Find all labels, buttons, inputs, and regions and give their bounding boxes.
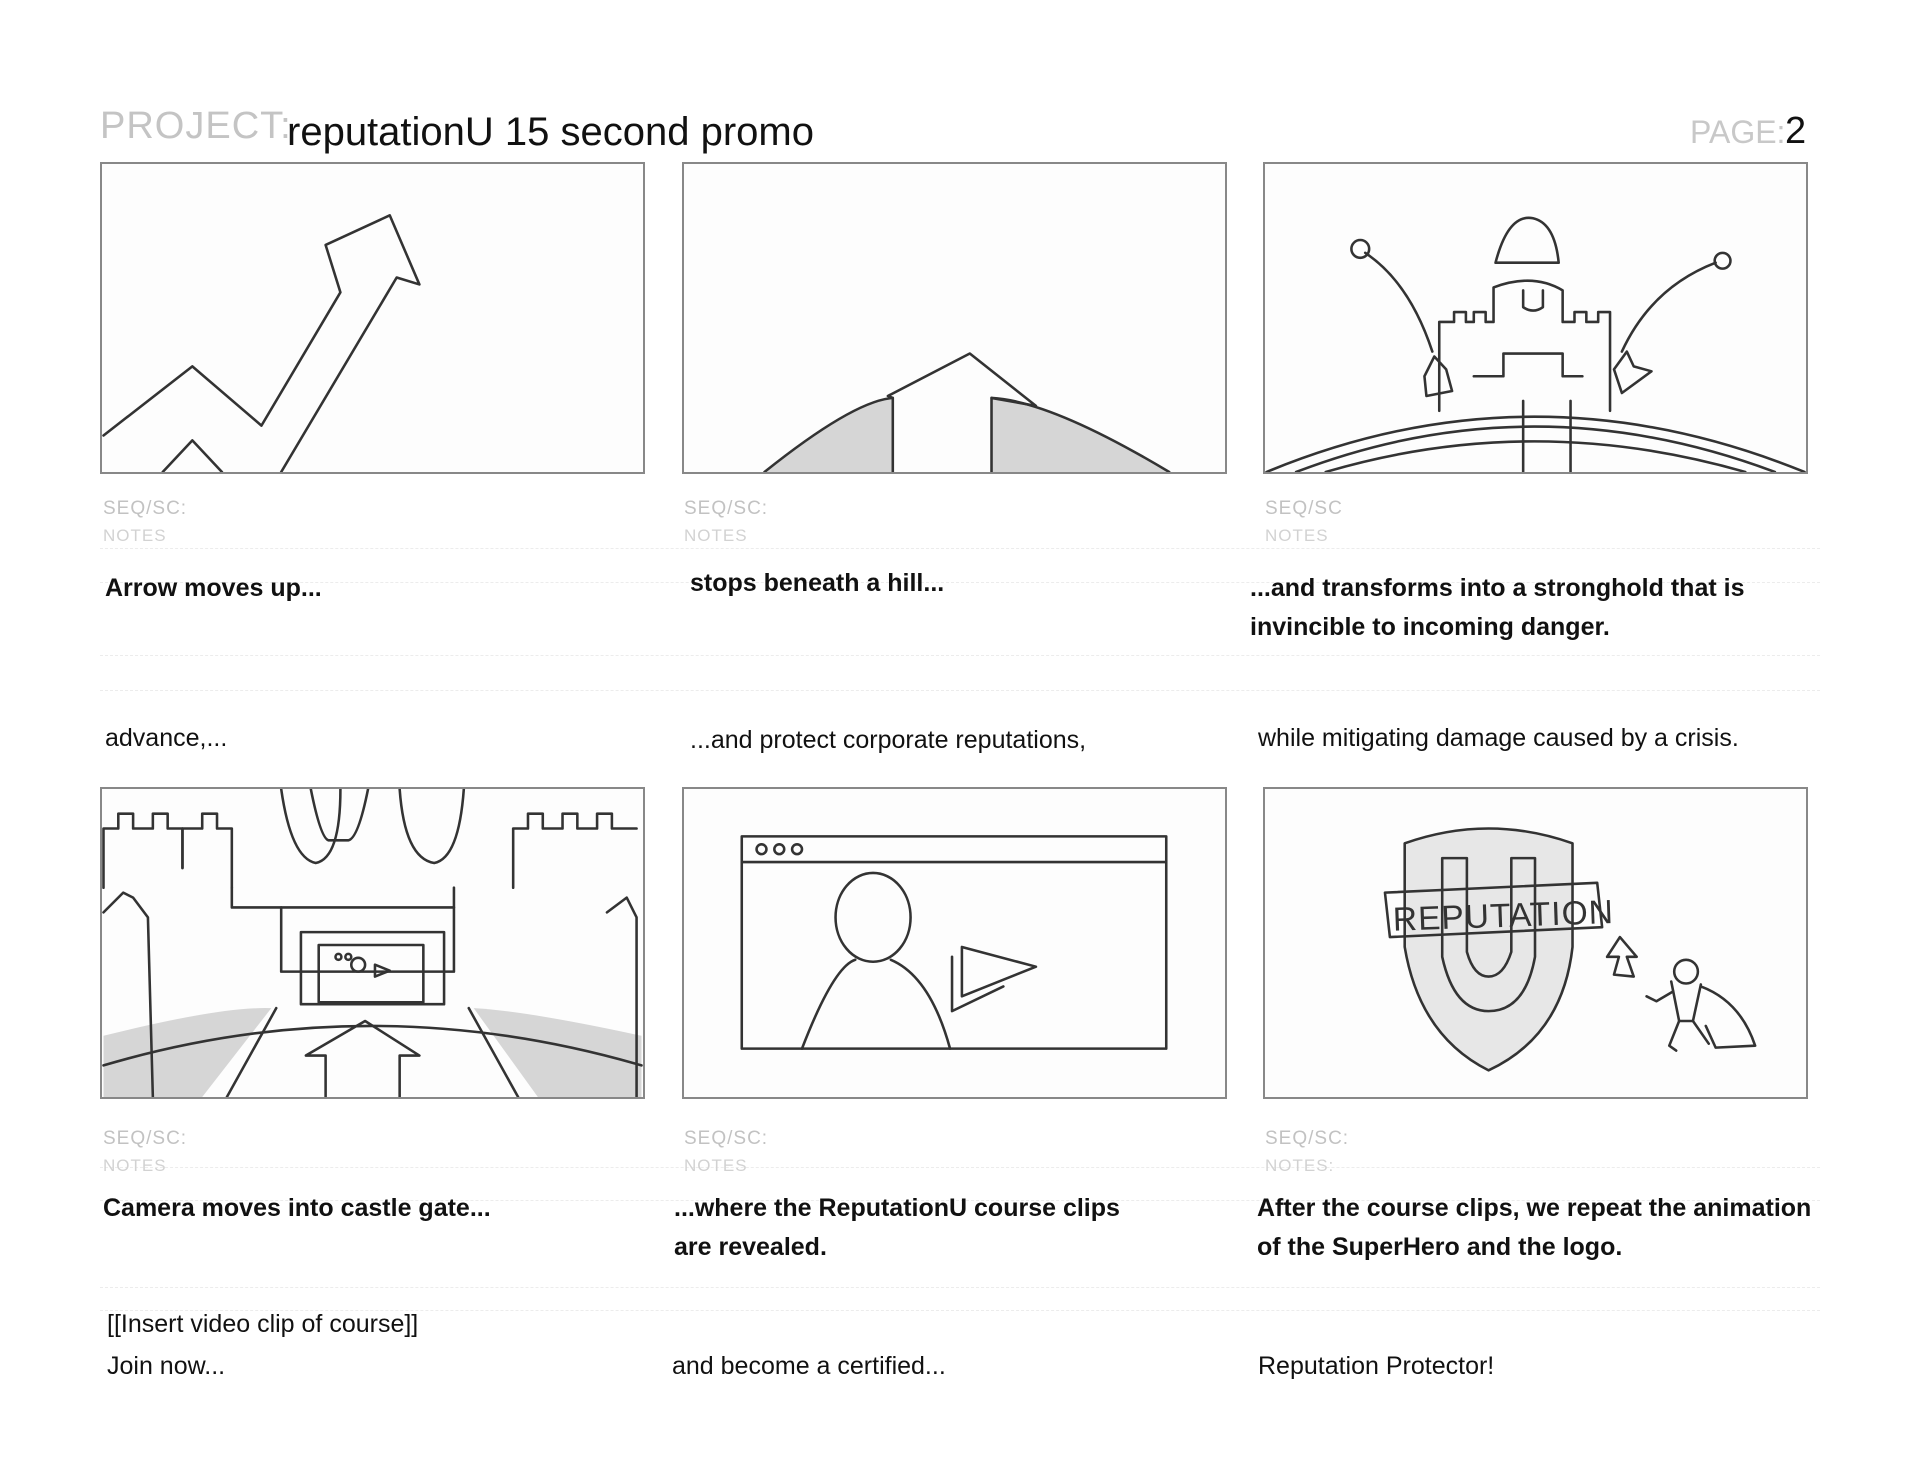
- action-caption-6-line2: of the SuperHero and the logo.: [1257, 1233, 1623, 1261]
- seq-label-4: SEQ/SC:: [103, 1128, 188, 1149]
- notes-label-1: NOTES: [103, 526, 167, 545]
- action-caption-1: Arrow moves up...: [105, 574, 322, 602]
- voiceover-caption-2: ...and protect corporate reputations,: [690, 726, 1087, 754]
- notes-label-2: NOTES: [684, 526, 748, 545]
- logo-banner-text: REPUTATION: [1392, 894, 1615, 939]
- action-caption-3-line1: ...and transforms into a stronghold that is: [1250, 574, 1745, 602]
- seq-label-5: SEQ/SC:: [684, 1128, 769, 1149]
- voiceover-caption-4-line2: Join now...: [107, 1352, 226, 1380]
- voiceover-caption-3: while mitigating damage caused by a crisis.: [1258, 724, 1739, 752]
- storyboard-panel-6: [1263, 787, 1808, 1099]
- action-caption-4: Camera moves into castle gate...: [103, 1194, 491, 1222]
- seq-label-3: SEQ/SC: [1265, 498, 1343, 519]
- storyboard-panel-1: [100, 162, 645, 474]
- action-caption-5-line2: are revealed.: [674, 1233, 827, 1261]
- storyboard-panel-3: [1263, 162, 1808, 474]
- seq-label-6: SEQ/SC:: [1265, 1128, 1350, 1149]
- voiceover-caption-5: and become a certified...: [672, 1352, 946, 1380]
- notes-label-4: NOTES: [103, 1156, 167, 1175]
- video-player-sketch: [684, 789, 1225, 1097]
- notes-label-6: NOTES:: [1265, 1156, 1335, 1175]
- seq-label-1: SEQ/SC:: [103, 498, 188, 519]
- castle-gate-sketch: [102, 789, 643, 1097]
- storyboard-panel-2: [682, 162, 1227, 474]
- seq-label-2: SEQ/SC:: [684, 498, 769, 519]
- action-caption-2: stops beneath a hill...: [690, 569, 945, 597]
- rising-arrow-sketch: [102, 164, 643, 472]
- storyboard-panel-4: [100, 787, 645, 1099]
- notes-label-5: NOTES: [684, 1156, 748, 1175]
- arrow-under-hill-sketch: [684, 164, 1225, 472]
- notes-label-3: NOTES: [1265, 526, 1329, 545]
- storyboard-panel-5: [682, 787, 1227, 1099]
- logo-superhero-sketch: [1265, 789, 1806, 1097]
- action-caption-6-line1: After the course clips, we repeat the animation: [1257, 1194, 1812, 1222]
- stronghold-sketch: [1265, 164, 1806, 472]
- project-label: PROJECT:: [100, 105, 292, 147]
- page-number: 2: [1785, 110, 1807, 152]
- voiceover-caption-4-line1: [[Insert video clip of course]]: [107, 1310, 419, 1338]
- action-caption-5-line1: ...where the ReputationU course clips: [674, 1194, 1120, 1222]
- page-label: PAGE:: [1690, 114, 1786, 150]
- voiceover-caption-6: Reputation Protector!: [1258, 1352, 1495, 1380]
- action-caption-3-line2: invincible to incoming danger.: [1250, 613, 1610, 641]
- voiceover-caption-1: advance,...: [105, 724, 228, 752]
- project-title: reputationU 15 second promo: [287, 110, 814, 154]
